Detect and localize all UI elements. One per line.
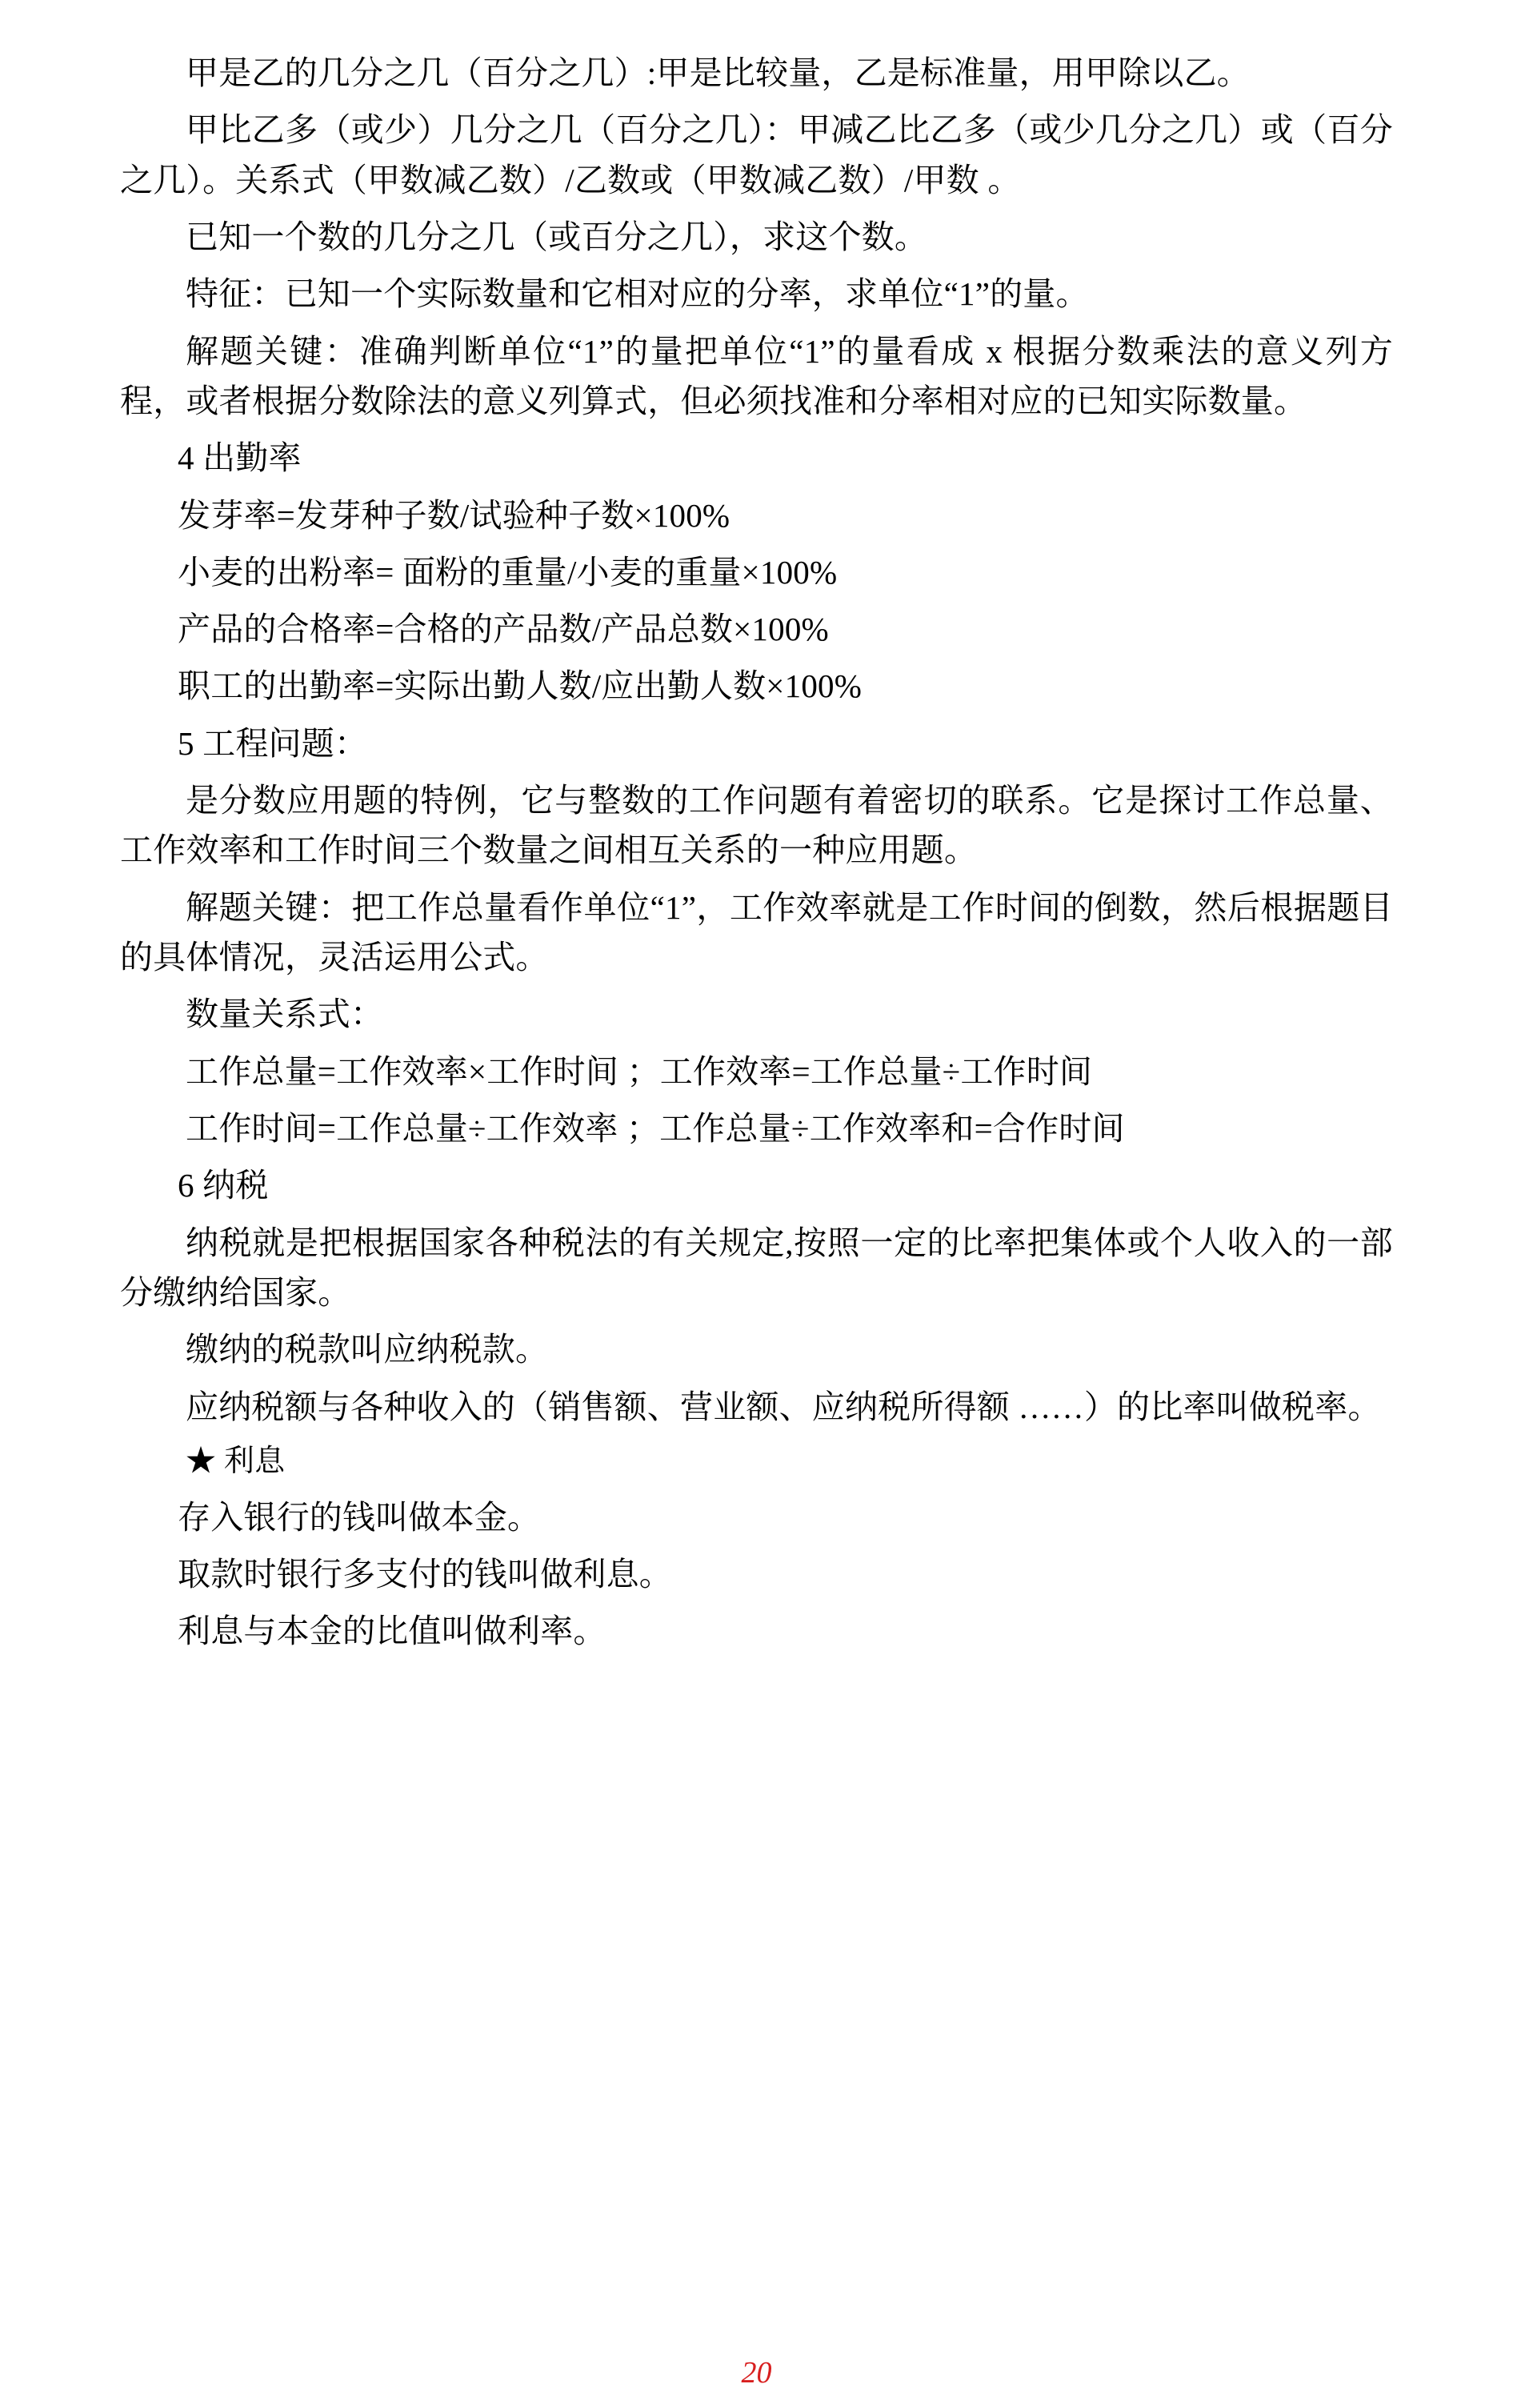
section-heading-6: 6 纳税 [178, 1167, 269, 1204]
section-heading-5: 5 工程问题： [178, 724, 368, 762]
formula-work-time: 工作时间=工作总量÷工作效率 ；工作总量÷工作效率和=合作时间 [186, 1109, 1125, 1147]
paragraph-5: 解题关键：准确判断单位“1”的量把单位“1”的量看成 x 根据分数乘法的意义列方程，或者根据分数除法的意义列算式，但必须找准和分率相对应的已知实际数量。 [120, 332, 1393, 419]
paragraph-quantity-relation-label: 数量关系式： [186, 996, 384, 1033]
formula-work-total: 工作总量=工作效率×工作时间 ；工作效率=工作总量÷工作时间 [186, 1052, 1093, 1090]
section-heading-4: 4 出勤率 [178, 439, 302, 477]
paragraph-2: 甲比乙多（或少）几分之几（百分之几）：甲减乙比乙多（或少几分之几）或（百分之几）。关系式（甲数减乙数）/乙数或（甲数减乙数）/甲数 。 [120, 111, 1393, 198]
formula-flour-yield-rate: 小麦的出粉率= 面粉的重量/小麦的重量×100% [178, 553, 838, 591]
formula-qualified-rate: 产品的合格率=合格的产品数/产品总数×100% [178, 611, 829, 648]
paragraph-engineering-key: 解题关键：把工作总量看作单位“1”，工作效率就是工作时间的倒数，然后根据题目的具体情况，灵活运用公式。 [120, 888, 1393, 976]
paragraph-tax-definition: 纳税就是把根据国家各种税法的有关规定,按照一定的比率把集体或个人收入的一部分缴纳给国家。 [120, 1224, 1393, 1311]
paragraph-4: 特征：已知一个实际数量和它相对应的分率，求单位“1”的量。 [186, 275, 1089, 313]
paragraph-principal: 存入银行的钱叫做本金。 [178, 1498, 541, 1536]
paragraph-3: 已知一个数的几分之几（或百分之几），求这个数。 [186, 218, 928, 255]
page-number: 20 [741, 2356, 772, 2390]
formula-attendance-rate: 职工的出勤率=实际出勤人数/应出勤人数×100% [178, 667, 863, 705]
section-heading-interest: ★ 利息 [186, 1444, 286, 1478]
paragraph-tax-rate: 应纳税额与各种收入的（销售额、营业额、应纳税所得额 ……）的比率叫做税率。 [186, 1388, 1381, 1425]
formula-germination-rate: 发芽率=发芽种子数/试验种子数×100% [178, 496, 730, 534]
paragraph-interest: 取款时银行多支付的钱叫做利息。 [178, 1555, 672, 1593]
paragraph-interest-rate: 利息与本金的比值叫做利率。 [178, 1613, 606, 1650]
paragraph-engineering-intro: 是分数应用题的特例，它与整数的工作问题有着密切的联系。它是探讨工作总量、工作效率和工作时间三个数量之间相互关系的一种应用题。 [120, 782, 1393, 869]
paragraph-tax-payable: 缴纳的税款叫应纳税款。 [186, 1331, 549, 1368]
paragraph-1: 甲是乙的几分之几（百分之几）:甲是比较量，乙是标准量，用甲除以乙。 [186, 54, 1250, 91]
